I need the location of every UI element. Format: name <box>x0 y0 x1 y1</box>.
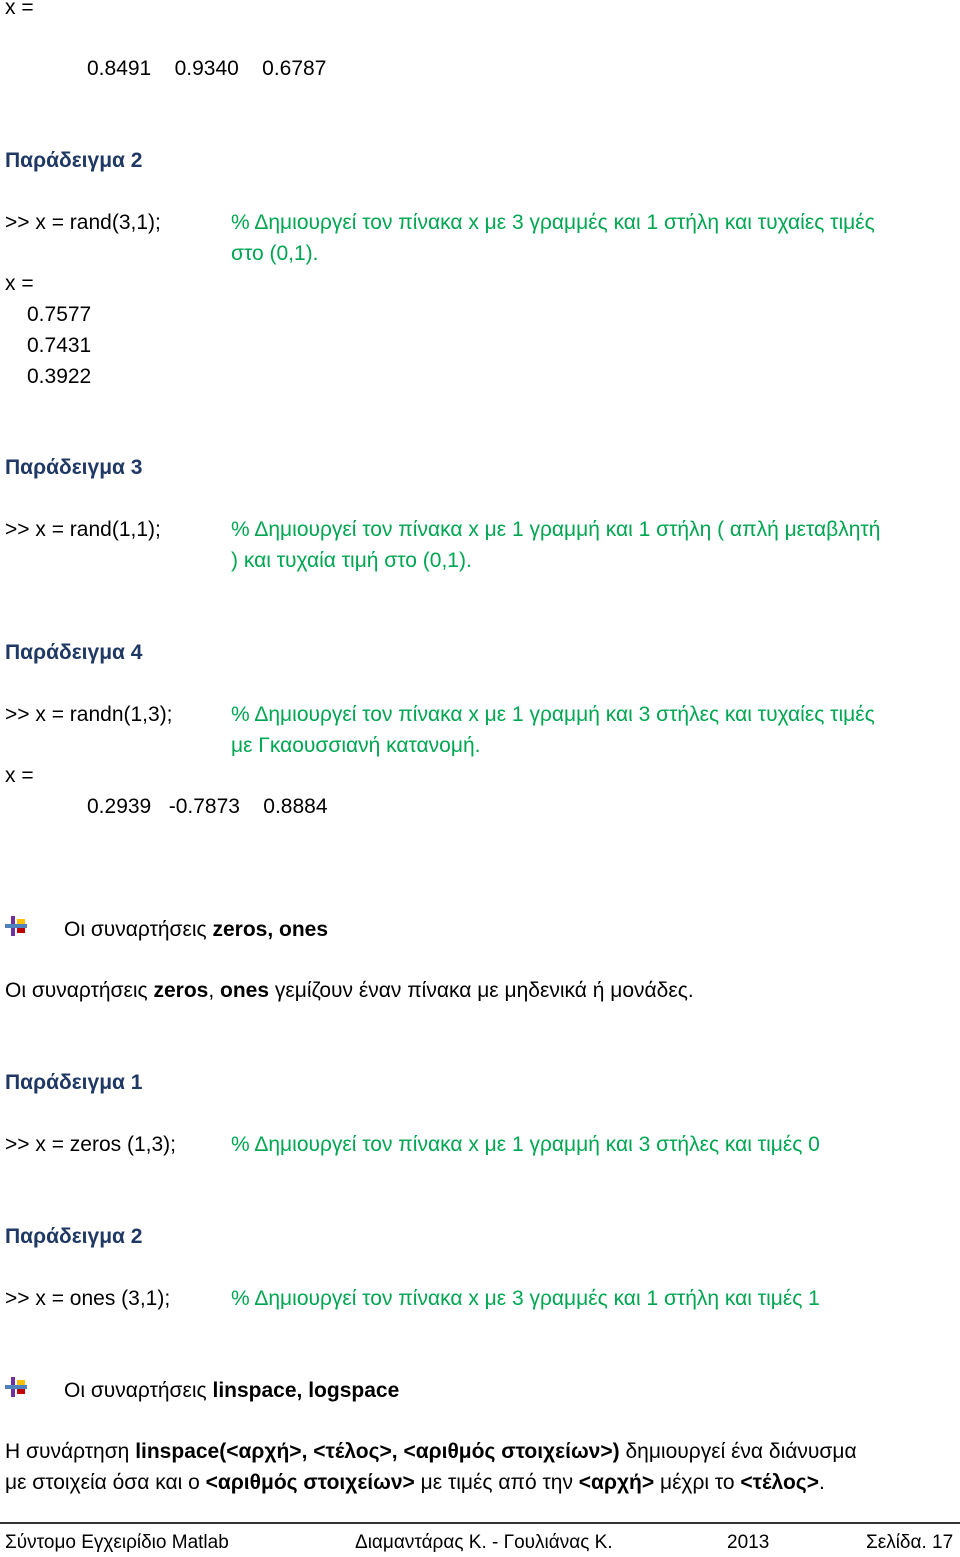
column-value: 0.3922 <box>27 365 92 388</box>
row-values: 0.8491 0.9340 0.6787 <box>87 57 327 80</box>
example-heading: Παράδειγμα 2 <box>5 1225 143 1248</box>
paragraph-line: Η συνάρτηση linspace(<αρχή>, <τέλος>, <αριθμός στοιχείων>) δημιουργεί ένα διάνυσμα <box>5 1440 857 1463</box>
bullet-icon <box>5 1376 27 1398</box>
comment-text: % Δημιουργεί τον πίνακα x με 3 γραμμές και 1 στήλη και τυχαίες τιμές <box>231 211 875 234</box>
footer-authors: Διαμαντάρας Κ. - Γουλιάνας Κ. <box>355 1532 613 1553</box>
page-footer <box>0 1522 960 1557</box>
comment-text: με Γκαουσσιανή κατανομή. <box>231 734 481 757</box>
command-line: >> x = ones (3,1); <box>5 1287 171 1310</box>
section-description: Οι συναρτήσεις zeros, ones γεμίζουν έναν πίνακα με μηδενικά ή μονάδες. <box>5 979 694 1002</box>
x-equals-label: x = <box>5 272 34 295</box>
comment-text: % Δημιουργεί τον πίνακα x με 3 γραμμές και 1 στήλη και τιμές 1 <box>231 1287 820 1310</box>
bullet-icon <box>5 915 27 937</box>
x-equals-label: x = <box>5 0 34 19</box>
footer-page-number: Σελίδα. 17 <box>866 1532 954 1553</box>
column-value: 0.7577 <box>27 303 92 326</box>
example-heading: Παράδειγμα 2 <box>5 149 143 172</box>
comment-text: ) και τυχαία τιμή στο (0,1). <box>231 549 472 572</box>
command-line: >> x = randn(1,3); <box>5 703 173 726</box>
example-heading: Παράδειγμα 3 <box>5 456 143 479</box>
command-line: >> x = rand(1,1); <box>5 518 161 541</box>
example-heading: Παράδειγμα 4 <box>5 641 143 664</box>
paragraph-line: με στοιχεία όσα και ο <αριθμός στοιχείων> με τιμές από την <αρχή> μέχρι το <τέλος>. <box>5 1471 825 1494</box>
section-title: Οι συναρτήσεις linspace, logspace <box>64 1379 400 1402</box>
comment-text: στο (0,1). <box>231 242 319 265</box>
comment-text: % Δημιουργεί τον πίνακα x με 1 γραμμή και 3 στήλες και τιμές 0 <box>231 1133 820 1156</box>
column-value: 0.7431 <box>27 334 92 357</box>
x-equals-label: x = <box>5 764 34 787</box>
example-heading: Παράδειγμα 1 <box>5 1071 143 1094</box>
row-values: 0.2939 -0.7873 0.8884 <box>87 795 328 818</box>
command-line: >> x = zeros (1,3); <box>5 1133 176 1156</box>
footer-year: 2013 <box>727 1532 770 1553</box>
comment-text: % Δημιουργεί τον πίνακα x με 1 γραμμή και 3 στήλες και τυχαίες τιμές <box>231 703 875 726</box>
section-title: Οι συναρτήσεις zeros, ones <box>64 918 329 941</box>
comment-text: % Δημιουργεί τον πίνακα x με 1 γραμμή και 1 στήλη ( απλή μεταβλητή <box>231 518 881 541</box>
footer-title: Σύντομο Εγχειρίδιο Matlab <box>5 1532 229 1553</box>
command-line: >> x = rand(3,1); <box>5 211 161 234</box>
